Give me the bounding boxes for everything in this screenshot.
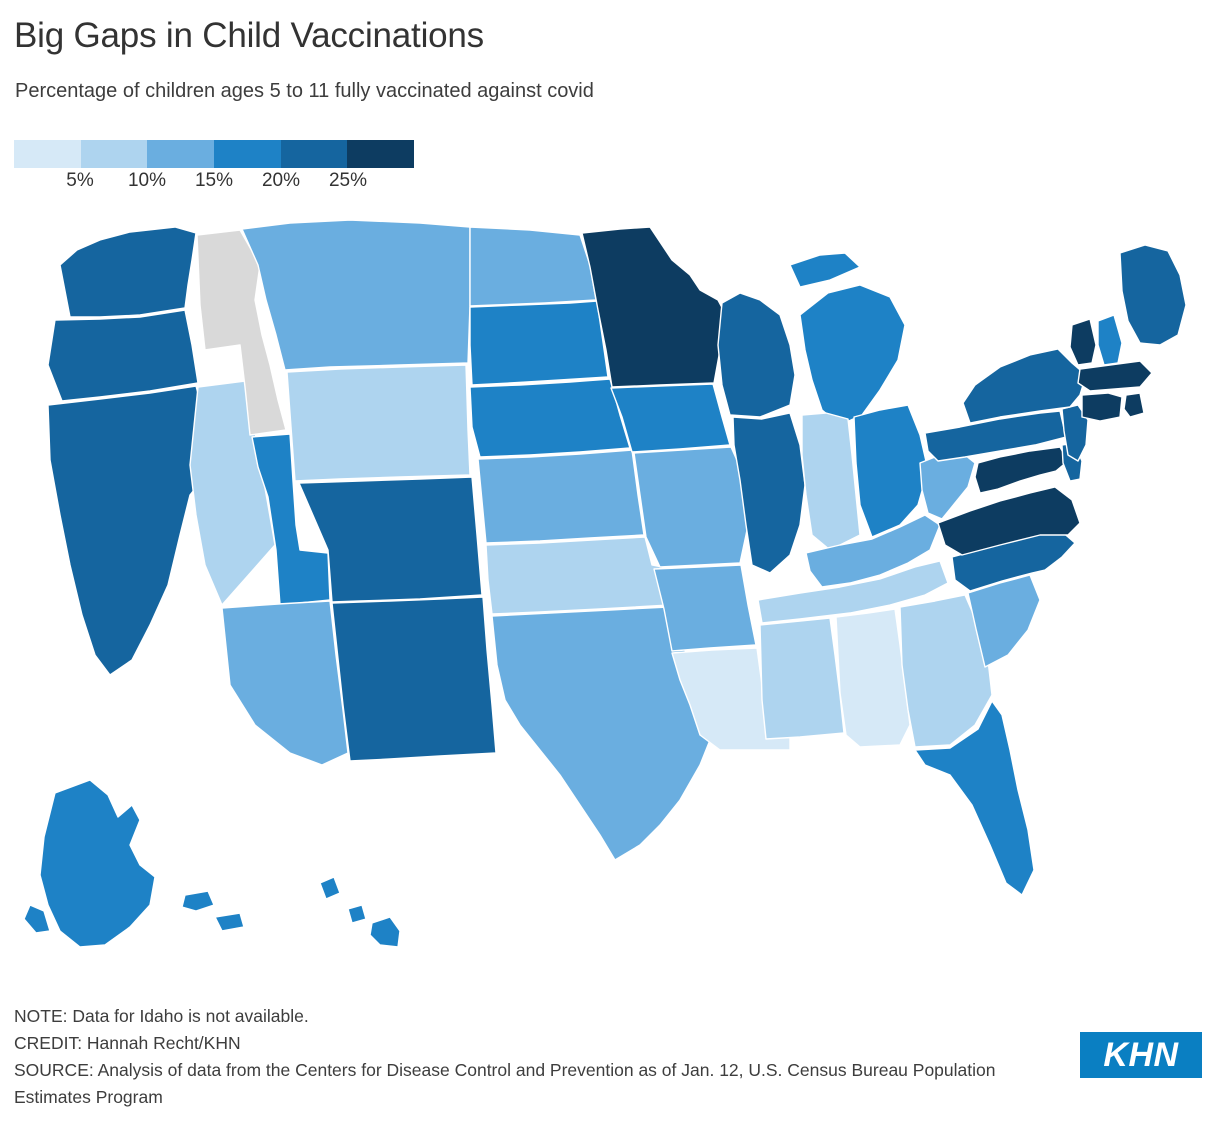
page-subtitle: Percentage of children ages 5 to 11 fully vaccinated against covid [15,80,594,102]
footer-notes [14,1003,1074,1111]
legend-label-10pct: 10% [127,170,167,191]
legend-swatches [14,140,414,168]
legend-label-15pct: 15% [194,170,234,191]
state-MI[interactable] [790,253,905,425]
footer-note: NOTE: Data for Idaho is not available. [14,1006,309,1026]
legend-swatch-3 [214,140,281,168]
legend-swatch-2 [147,140,214,168]
footer-credit: CREDIT: Hannah Recht/KHN [14,1033,241,1053]
state-ME[interactable] [1120,245,1186,345]
legend-swatch-5 [347,140,414,168]
state-AK[interactable] [24,780,244,947]
legend-swatch-0 [14,140,81,168]
state-OK[interactable] [486,537,670,614]
state-IA[interactable] [611,384,730,452]
state-WY[interactable] [287,365,470,481]
state-NM[interactable] [332,597,496,761]
state-MA[interactable] [1078,361,1152,391]
state-MO[interactable] [634,447,752,567]
legend-swatch-4 [281,140,348,168]
legend-swatch-1 [81,140,148,168]
us-choropleth-map [0,205,1220,975]
state-VT[interactable] [1070,319,1096,365]
state-WI[interactable] [718,293,795,417]
legend-label-5pct: 5% [66,170,94,191]
state-NE[interactable] [470,379,630,457]
state-CA[interactable] [48,386,218,675]
state-KS[interactable] [478,450,644,543]
khn-logo [1080,1032,1202,1078]
state-AR[interactable] [654,565,756,651]
state-MD[interactable] [975,447,1068,493]
khn-logo-text: KHN [1103,1035,1179,1074]
map-svg [0,205,1220,975]
state-IN[interactable] [802,413,860,550]
state-AL[interactable] [836,609,910,747]
state-HI[interactable] [320,877,400,947]
legend-labels [14,170,414,194]
page-title: Big Gaps in Child Vaccinations [14,16,484,55]
state-ND[interactable] [470,227,596,306]
legend [14,140,434,196]
state-MT[interactable] [242,220,470,370]
state-AZ[interactable] [222,601,348,765]
state-WV[interactable] [920,451,975,519]
state-CT[interactable] [1082,393,1122,421]
legend-label-25pct: 25% [328,170,368,191]
footer-source: SOURCE: Analysis of data from the Centers for Disease Control and Prevention as of Jan. 12, U.S. Census Bureau Population Estimates Program [14,1060,996,1107]
state-OH[interactable] [854,405,928,537]
state-NH[interactable] [1098,315,1122,365]
legend-label-20pct: 20% [261,170,301,191]
state-SD[interactable] [470,301,608,385]
state-MS[interactable] [760,618,844,739]
state-IL[interactable] [733,413,805,573]
state-OR[interactable] [48,310,198,401]
state-WA[interactable] [60,227,196,317]
state-RI[interactable] [1124,393,1144,417]
